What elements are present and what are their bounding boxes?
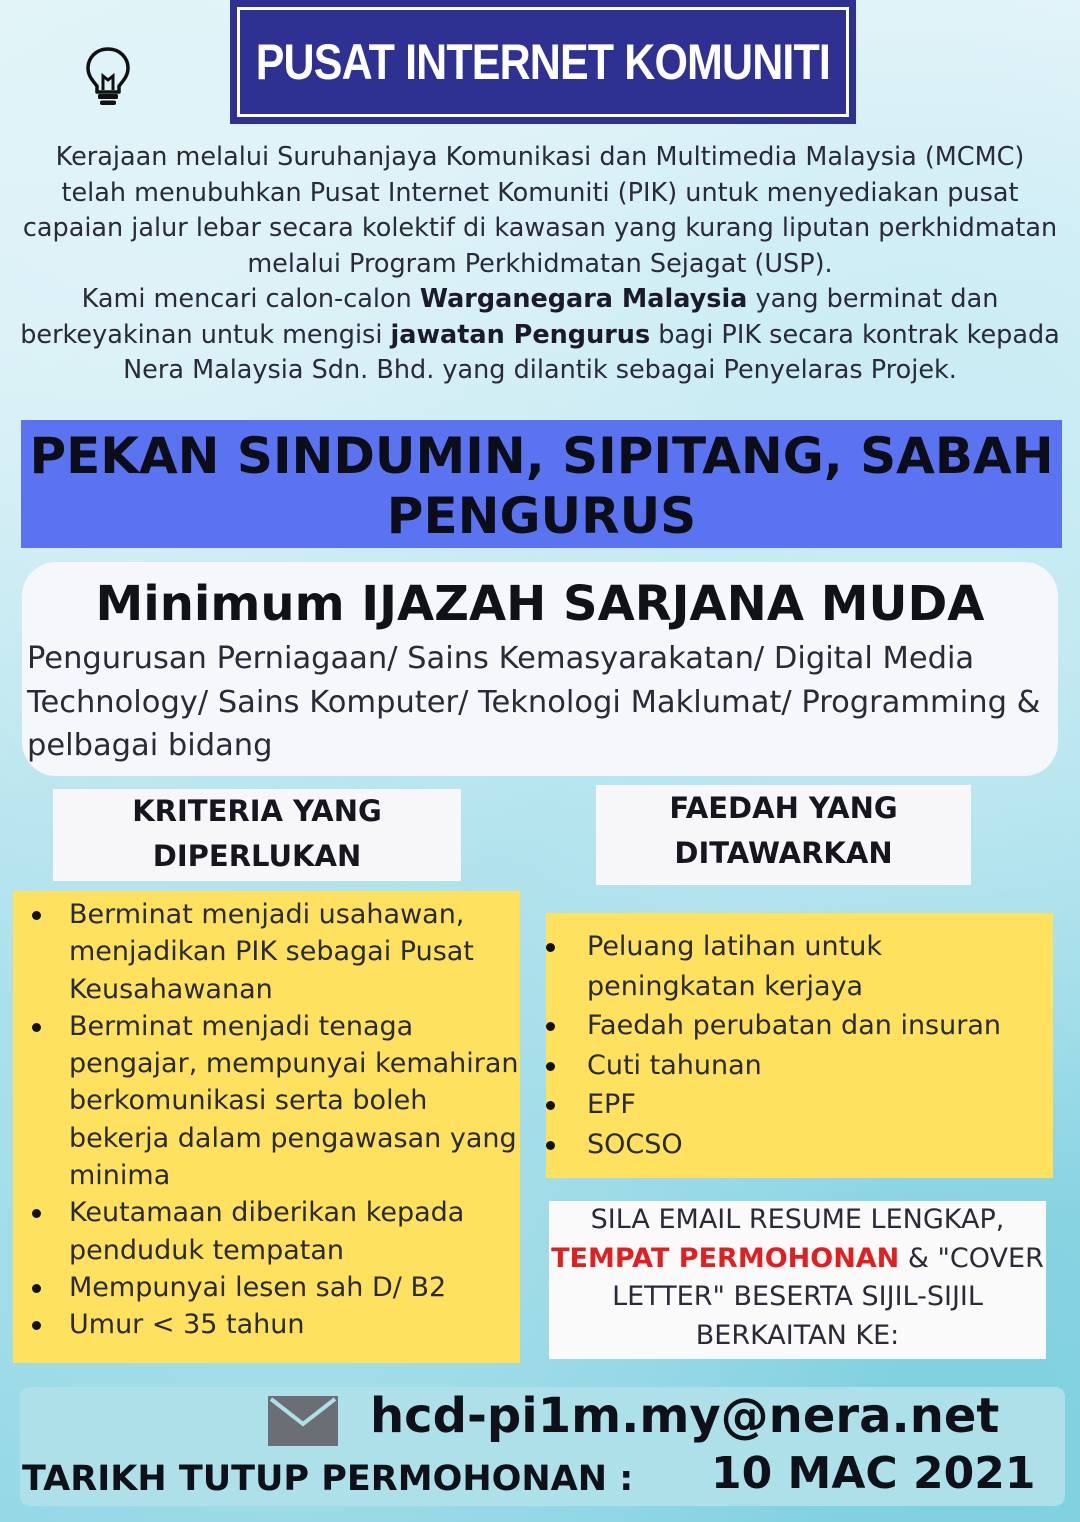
- benefit-item: SOCSO: [587, 1125, 1047, 1165]
- intro-p2-end: bagi PIK secara kontrak kepada Nera Malaysia Sdn. Bhd. yang dilantik sebagai Penyelaras Projek.: [123, 319, 1060, 385]
- criteria-item: Keutamaan diberikan kepada penduduk tempatan: [69, 1194, 519, 1269]
- intro-p2-mid: yang berminat dan berkeyakinan untuk mengisi: [20, 284, 999, 350]
- instructions-text: [549, 1201, 1046, 1355]
- criteria-item: Umur < 35 tahun: [69, 1306, 519, 1343]
- benefit-item: Peluang latihan untuk peningkatan kerjaya: [587, 927, 1047, 1006]
- header-banner: [230, 0, 856, 124]
- criteria-item: Berminat menjadi usahawan, menjadikan PIK sebagai Pusat Keusahawanan: [69, 896, 519, 1008]
- qualification-fields: Pengurusan Perniagaan/ Sains Kemasyarakatan/ Digital Media Technology/ Sains Komputer/ Teknologi Maklumat/ Programming & pelbagai bidang: [27, 641, 1041, 763]
- intro-text: [20, 140, 1060, 389]
- page-title: PUSAT INTERNET KOMUNITI: [255, 34, 831, 90]
- benefit-item: Cuti tahunan: [587, 1046, 1047, 1086]
- location-banner: [21, 420, 1062, 548]
- deadline-date: 10 MAC 2021: [711, 1448, 1036, 1499]
- benefit-item: EPF: [587, 1085, 1047, 1125]
- criteria-heading: KRITERIA YANG DIPERLUKAN: [53, 789, 461, 881]
- contact-email-link[interactable]: hcd-pi1m.my@nera.net: [370, 1388, 1000, 1444]
- criteria-item: Berminat menjadi tenaga pengajar, mempunyai kemahiran berkomunikasi serta boleh bekerja dalam pengawasan yang minima: [69, 1008, 519, 1194]
- intro-paragraph-2: [20, 284, 1060, 385]
- location-text: PEKAN SINDUMIN, SIPITANG, SABAH: [29, 427, 1054, 485]
- deadline-label: TARIKH TUTUP PERMOHONAN :: [22, 1459, 634, 1499]
- lightbulb-icon: [84, 46, 132, 108]
- criteria-list: [69, 896, 519, 1344]
- instructions-rest: & "COVER LETTER" BESERTA SIJIL-SIJIL BERKAITAN KE:: [612, 1242, 1044, 1351]
- intro-paragraph-1: Kerajaan melalui Suruhanjaya Komunikasi dan Multimedia Malaysia (MCMC) telah menubuhkan Pusat Internet Komuniti (PIK) untuk menyediakan pusat capaian jalur lebar secara kolektif di kawasan yang kurang liputan perkhidmatan melalui Program Perkhidmatan Sejagat (USP).: [22, 142, 1058, 279]
- intro-p2-start: Kami mencari calon-calon: [81, 284, 420, 314]
- envelope-icon: [268, 1396, 338, 1446]
- benefits-heading: FAEDAH YANG DITAWARKAN: [596, 785, 971, 885]
- intro-p2-position: jawatan Pengurus: [390, 319, 651, 350]
- position-text: PENGURUS: [386, 487, 697, 545]
- instructions-highlight: TEMPAT PERMOHONAN: [551, 1242, 900, 1274]
- criteria-item: Mempunyai lesen sah D/ B2: [69, 1269, 519, 1306]
- instructions-line1: SILA EMAIL RESUME LENGKAP,: [590, 1204, 1005, 1235]
- intro-p2-citizenship: Warganegara Malaysia: [419, 284, 748, 314]
- benefit-item: Faedah perubatan dan insuran: [587, 1006, 1047, 1046]
- qualification-title: Minimum IJAZAH SARJANA MUDA: [95, 576, 985, 632]
- benefits-list: [587, 927, 1047, 1164]
